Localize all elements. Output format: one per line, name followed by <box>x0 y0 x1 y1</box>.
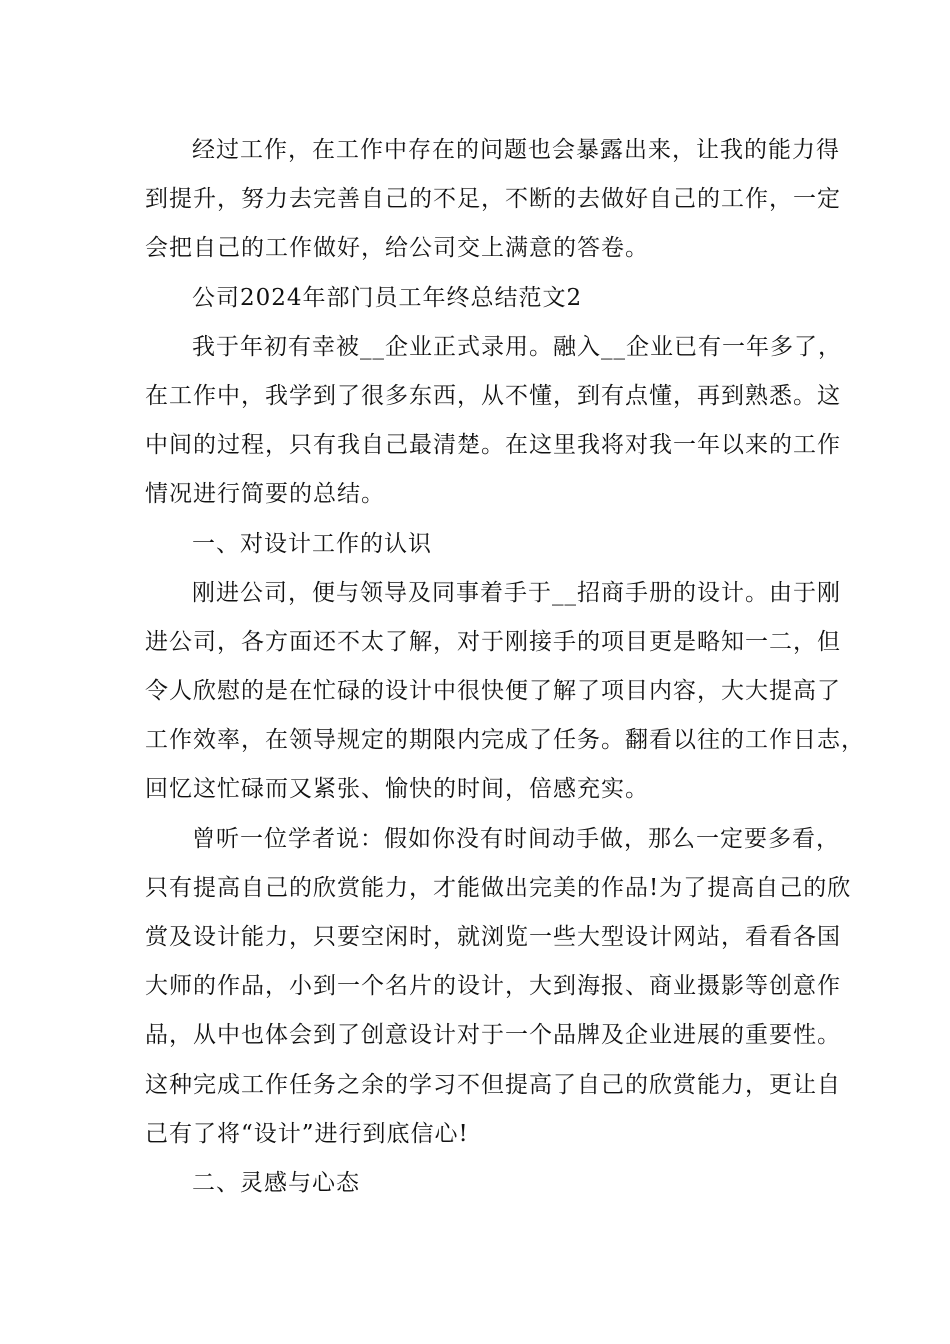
text-line: 情况进行简要的总结。 <box>145 481 385 508</box>
document-body <box>145 126 865 1208</box>
text-line: 公司2024年部门员工年终总结范文2 <box>192 284 583 311</box>
text-line: 在工作中，我学到了很多东西，从不懂，到有点懂，再到熟悉。这 <box>145 382 841 409</box>
text-line: 到提升，努力去完善自己的不足，不断的去做好自己的工作，一定 <box>145 186 841 213</box>
text-line: 经过工作，在工作中存在的问题也会暴露出来，让我的能力得 <box>192 137 840 163</box>
text-line: 进公司，各方面还不太了解，对于刚接手的项目更是略知一二，但 <box>145 628 841 655</box>
text-line: 会把自己的工作做好，给公司交上满意的答卷。 <box>145 235 649 262</box>
text-line: 中间的过程，只有我自己最清楚。在这里我将对我一年以来的工作 <box>145 432 841 459</box>
heading-inspiration-mindset <box>145 1159 813 1208</box>
heading-design-work <box>145 520 813 569</box>
text-line: 赏及设计能力，只要空闲时，就浏览一些大型设计网站，看看各国 <box>145 924 841 950</box>
text-line: 令人欣慰的是在忙碌的设计中很快便了解了项目内容，大大提高了 <box>145 678 841 705</box>
text-line: 品，从中也体会到了创意设计对于一个品牌及企业进展的重要性。 <box>145 1022 841 1049</box>
paragraph-first-project <box>145 569 865 815</box>
section-title <box>145 274 813 323</box>
text-line: 大师的作品，小到一个名片的设计，大到海报、商业摄影等创意作 <box>145 973 841 1000</box>
paragraph-introduction <box>145 323 842 520</box>
text-line: 己有了将“设计”进行到底信心! <box>145 1120 469 1147</box>
text-line: 我于年初有幸被__企业正式录用。融入__企业已有一年多了， <box>192 333 842 360</box>
text-line: 曾听一位学者说：假如你没有时间动手做，那么一定要多看， <box>192 825 840 852</box>
text-line: 只有提高自己的欣赏能力，才能做出完美的作品!为了提高自己的欣 <box>145 874 852 901</box>
text-line: 这种完成工作任务之余的学习不但提高了自己的欣赏能力，更让自 <box>145 1071 841 1098</box>
paragraph-problems-exposed <box>145 126 841 274</box>
text-line: 刚进公司，便与领导及同事着手于__招商手册的设计。由于刚 <box>192 579 841 606</box>
paragraph-learning <box>145 815 852 1159</box>
text-line: 一、对设计工作的认识 <box>192 530 432 557</box>
text-line: 二、灵感与心态 <box>192 1169 360 1196</box>
text-line: 工作效率，在领导规定的期限内完成了任务。翻看以往的工作日志， <box>145 727 865 754</box>
text-line: 回忆这忙碌而又紧张、愉快的时间，倍感充实。 <box>145 776 649 803</box>
